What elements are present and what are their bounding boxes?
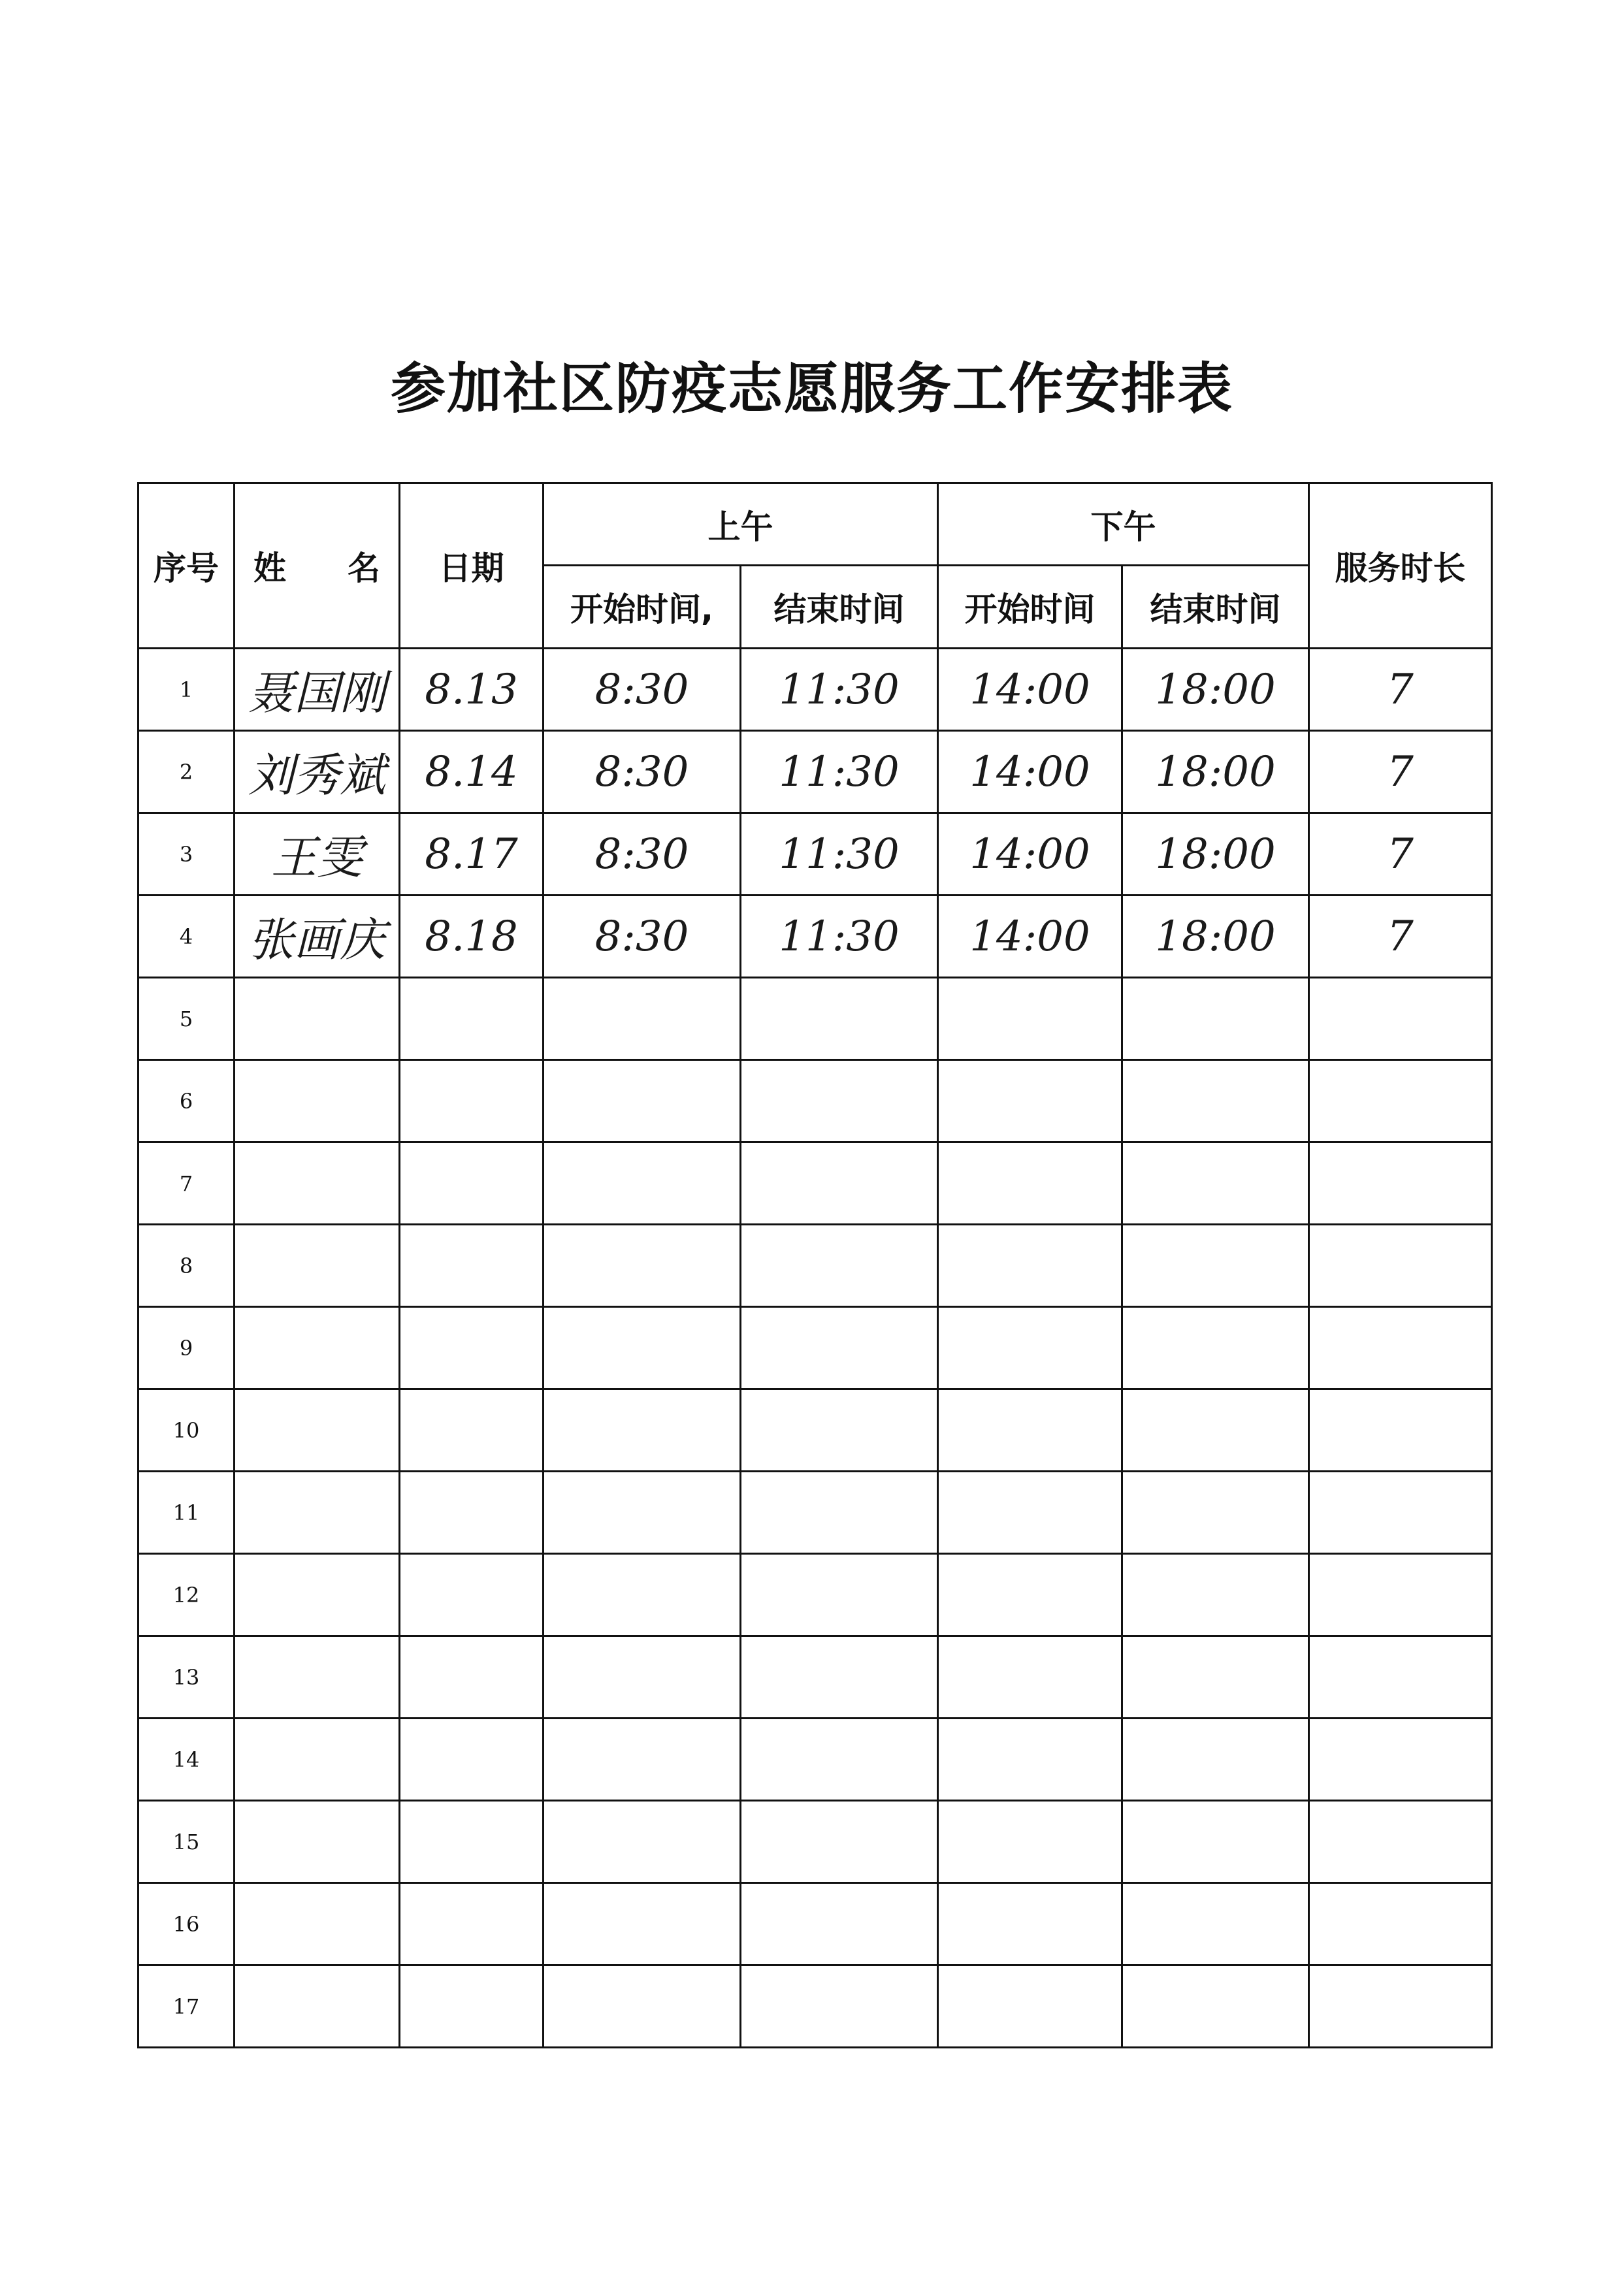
row-name: 王雯 xyxy=(235,813,400,896)
row-index: 14 xyxy=(138,1719,235,1801)
row-name xyxy=(235,1060,400,1142)
header-name xyxy=(235,483,400,649)
row-morning-end: 11:30 xyxy=(741,731,938,813)
row-duration xyxy=(1309,1389,1492,1472)
row-afternoon-end xyxy=(1122,978,1309,1060)
row-date xyxy=(400,1389,544,1472)
row-morning-end xyxy=(741,1060,938,1142)
row-afternoon-start: 14:00 xyxy=(938,731,1122,813)
row-morning-start: 8:30 xyxy=(544,896,741,978)
row-name: 聂国刚 xyxy=(235,649,400,731)
row-morning-end xyxy=(741,1883,938,1965)
row-afternoon-start xyxy=(938,1883,1122,1965)
table-row xyxy=(138,1472,1492,1554)
row-afternoon-start: 14:00 xyxy=(938,896,1122,978)
row-morning-start xyxy=(544,1060,741,1142)
row-index: 17 xyxy=(138,1965,235,2048)
row-name xyxy=(235,1142,400,1225)
header-name-first: 姓 xyxy=(253,549,286,587)
row-date: 8.18 xyxy=(400,896,544,978)
row-afternoon-start xyxy=(938,1307,1122,1389)
header-index: 序号 xyxy=(138,483,235,649)
row-afternoon-end xyxy=(1122,1060,1309,1142)
header-afternoon-start: 开始时间 xyxy=(938,566,1122,649)
row-name xyxy=(235,1554,400,1636)
row-name xyxy=(235,1719,400,1801)
row-duration xyxy=(1309,1142,1492,1225)
header-duration: 服务时长 xyxy=(1309,483,1492,649)
row-name xyxy=(235,1883,400,1965)
row-duration xyxy=(1309,1883,1492,1965)
row-morning-end: 11:30 xyxy=(741,649,938,731)
row-index: 11 xyxy=(138,1472,235,1554)
row-name xyxy=(235,1225,400,1307)
row-morning-end xyxy=(741,1142,938,1225)
row-index: 6 xyxy=(138,1060,235,1142)
row-date xyxy=(400,1472,544,1554)
row-name xyxy=(235,1801,400,1883)
row-index: 4 xyxy=(138,896,235,978)
row-index: 2 xyxy=(138,731,235,813)
row-duration: 7 xyxy=(1309,813,1492,896)
row-afternoon-start xyxy=(938,1719,1122,1801)
table-row xyxy=(138,1389,1492,1472)
header-morning-end: 结束时间 xyxy=(741,566,938,649)
header-name-second: 名 xyxy=(348,549,380,587)
row-morning-start xyxy=(544,1883,741,1965)
row-date xyxy=(400,1965,544,2048)
row-morning-end xyxy=(741,1719,938,1801)
row-date xyxy=(400,1142,544,1225)
row-afternoon-end xyxy=(1122,1554,1309,1636)
row-index: 15 xyxy=(138,1801,235,1883)
row-name: 张画庆 xyxy=(235,896,400,978)
row-duration xyxy=(1309,1307,1492,1389)
row-duration xyxy=(1309,1719,1492,1801)
row-afternoon-end xyxy=(1122,1389,1309,1472)
row-afternoon-end xyxy=(1122,1142,1309,1225)
table-row xyxy=(138,1883,1492,1965)
table-row xyxy=(138,649,1492,731)
header-afternoon-end: 结束时间 xyxy=(1122,566,1309,649)
row-afternoon-start: 14:00 xyxy=(938,649,1122,731)
row-afternoon-start xyxy=(938,1472,1122,1554)
row-index: 3 xyxy=(138,813,235,896)
row-index: 10 xyxy=(138,1389,235,1472)
row-index: 9 xyxy=(138,1307,235,1389)
header-morning-start: 开始时间, xyxy=(544,566,741,649)
row-duration xyxy=(1309,1225,1492,1307)
row-duration xyxy=(1309,1060,1492,1142)
row-duration: 7 xyxy=(1309,731,1492,813)
row-index: 16 xyxy=(138,1883,235,1965)
row-date xyxy=(400,1883,544,1965)
row-name xyxy=(235,978,400,1060)
table-row xyxy=(138,1307,1492,1389)
row-name xyxy=(235,1389,400,1472)
table-row xyxy=(138,1060,1492,1142)
table-row xyxy=(138,813,1492,896)
row-date: 8.14 xyxy=(400,731,544,813)
row-duration: 7 xyxy=(1309,649,1492,731)
table-row xyxy=(138,1801,1492,1883)
row-morning-start xyxy=(544,1142,741,1225)
table-row xyxy=(138,1636,1492,1719)
row-index: 13 xyxy=(138,1636,235,1719)
row-morning-start xyxy=(544,1554,741,1636)
table-row xyxy=(138,731,1492,813)
row-afternoon-end xyxy=(1122,1636,1309,1719)
header-morning: 上午 xyxy=(544,483,938,566)
row-morning-end xyxy=(741,1225,938,1307)
row-afternoon-start: 14:00 xyxy=(938,813,1122,896)
row-index: 7 xyxy=(138,1142,235,1225)
row-morning-start xyxy=(544,1965,741,2048)
row-duration xyxy=(1309,1965,1492,2048)
row-morning-end xyxy=(741,1472,938,1554)
row-morning-end xyxy=(741,978,938,1060)
row-date xyxy=(400,978,544,1060)
header-afternoon: 下午 xyxy=(938,483,1309,566)
row-date xyxy=(400,1554,544,1636)
row-afternoon-start xyxy=(938,1060,1122,1142)
row-afternoon-start xyxy=(938,1389,1122,1472)
row-morning-end: 11:30 xyxy=(741,813,938,896)
row-date xyxy=(400,1307,544,1389)
row-afternoon-start xyxy=(938,1636,1122,1719)
row-afternoon-end: 18:00 xyxy=(1122,896,1309,978)
row-afternoon-end xyxy=(1122,1883,1309,1965)
row-afternoon-end xyxy=(1122,1307,1309,1389)
row-afternoon-end xyxy=(1122,1801,1309,1883)
row-morning-end xyxy=(741,1389,938,1472)
row-date xyxy=(400,1060,544,1142)
row-index: 1 xyxy=(138,649,235,731)
row-date xyxy=(400,1719,544,1801)
row-morning-start: 8:30 xyxy=(544,649,741,731)
row-index: 5 xyxy=(138,978,235,1060)
row-duration: 7 xyxy=(1309,896,1492,978)
table-row xyxy=(138,1965,1492,2048)
schedule-table xyxy=(137,482,1493,2048)
table-row xyxy=(138,1719,1492,1801)
row-duration xyxy=(1309,1472,1492,1554)
row-morning-start xyxy=(544,1636,741,1719)
row-date xyxy=(400,1636,544,1719)
row-afternoon-start xyxy=(938,1142,1122,1225)
document-title: 参加社区防疫志愿服务工作安排表 xyxy=(390,356,1233,421)
row-morning-start xyxy=(544,1389,741,1472)
table-row xyxy=(138,1142,1492,1225)
row-morning-start xyxy=(544,1801,741,1883)
row-morning-end xyxy=(741,1636,938,1719)
row-afternoon-start xyxy=(938,1801,1122,1883)
row-morning-start xyxy=(544,1307,741,1389)
row-name xyxy=(235,1307,400,1389)
row-duration xyxy=(1309,1554,1492,1636)
row-afternoon-end xyxy=(1122,1225,1309,1307)
row-afternoon-start xyxy=(938,978,1122,1060)
row-date: 8.13 xyxy=(400,649,544,731)
row-name xyxy=(235,1636,400,1719)
row-afternoon-start xyxy=(938,1554,1122,1636)
row-morning-end: 11:30 xyxy=(741,896,938,978)
row-afternoon-end: 18:00 xyxy=(1122,813,1309,896)
row-afternoon-start xyxy=(938,1225,1122,1307)
row-duration xyxy=(1309,1636,1492,1719)
row-afternoon-end: 18:00 xyxy=(1122,649,1309,731)
row-morning-start xyxy=(544,1719,741,1801)
table-row xyxy=(138,978,1492,1060)
row-morning-start xyxy=(544,978,741,1060)
table-row xyxy=(138,896,1492,978)
row-morning-end xyxy=(741,1554,938,1636)
row-afternoon-end: 18:00 xyxy=(1122,731,1309,813)
row-morning-start: 8:30 xyxy=(544,813,741,896)
row-name xyxy=(235,1472,400,1554)
header-date: 日期 xyxy=(400,483,544,649)
row-duration xyxy=(1309,1801,1492,1883)
row-morning-start: 8:30 xyxy=(544,731,741,813)
row-index: 8 xyxy=(138,1225,235,1307)
row-morning-end xyxy=(741,1965,938,2048)
row-afternoon-end xyxy=(1122,1719,1309,1801)
table-header xyxy=(138,483,1492,649)
row-duration xyxy=(1309,978,1492,1060)
table-row xyxy=(138,1225,1492,1307)
row-afternoon-start xyxy=(938,1965,1122,2048)
row-morning-end xyxy=(741,1801,938,1883)
row-date xyxy=(400,1801,544,1883)
table-body xyxy=(138,649,1492,2048)
row-name xyxy=(235,1965,400,2048)
row-afternoon-end xyxy=(1122,1472,1309,1554)
row-morning-start xyxy=(544,1472,741,1554)
row-morning-end xyxy=(741,1307,938,1389)
row-afternoon-end xyxy=(1122,1965,1309,2048)
row-date xyxy=(400,1225,544,1307)
row-index: 12 xyxy=(138,1554,235,1636)
row-date: 8.17 xyxy=(400,813,544,896)
row-name: 刘秀斌 xyxy=(235,731,400,813)
row-morning-start xyxy=(544,1225,741,1307)
table-row xyxy=(138,1554,1492,1636)
